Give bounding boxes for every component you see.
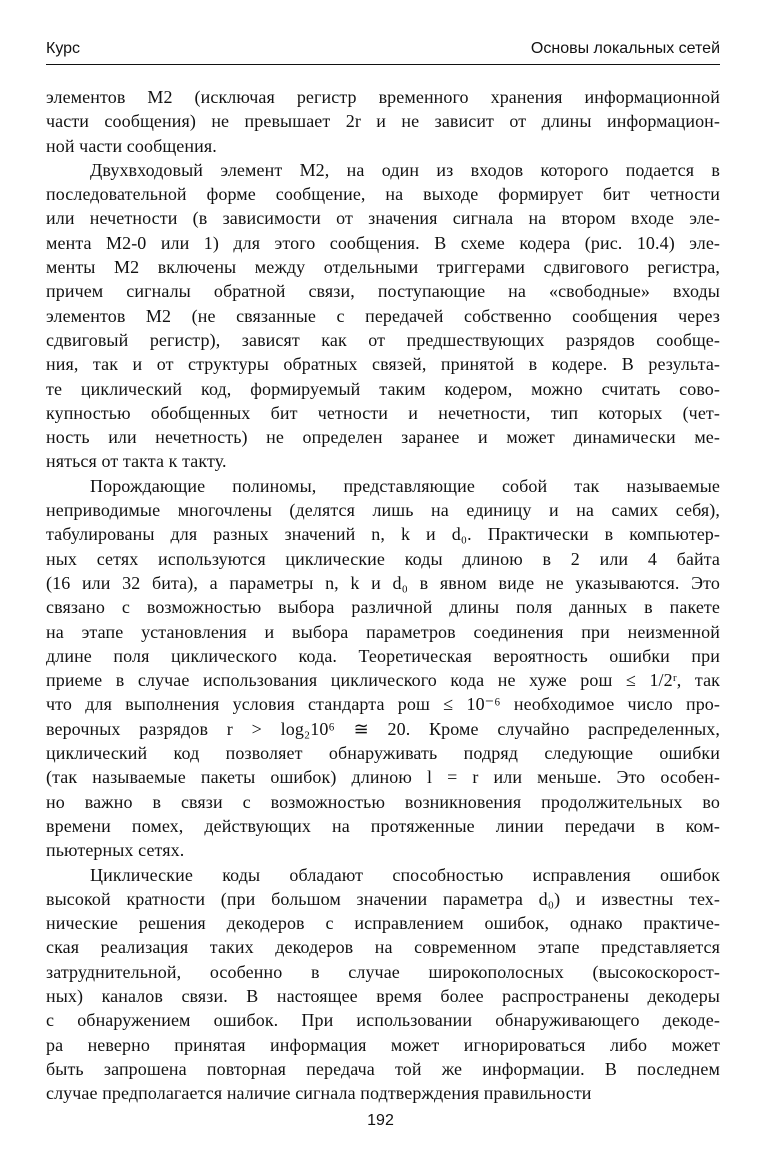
paragraph (46, 158, 720, 474)
text-line: сдвиговый регистр), зависят как от предшествующих разрядов сообще- (46, 329, 720, 350)
running-header (46, 34, 720, 65)
text-line: ных сетях используются циклические коды длиною в 2 или 4 байта (46, 548, 720, 569)
text-line: купностью обобщенных бит четности и нечетности, тип которых (чет- (46, 402, 720, 423)
text-line: на этапе установления и выбора параметров соединения при неизменной (46, 621, 720, 642)
text-line: но важно в связи с возможностью возникновения продолжительных во (46, 791, 720, 812)
text-line: менты М2 включены между отдельными триггерами сдвигового регистра, (46, 257, 720, 278)
text-line: ния, так и от структуры обратных связей, принятой в кодере. В результа- (46, 354, 720, 375)
text-line: ра неверно принятая информация может игнорироваться либо может (46, 1034, 720, 1055)
text-line: табулированы для разных значений n, k и d₀. Практически в компьютер- (46, 524, 720, 545)
text-line: Порождающие полиномы, представляющие собой так называемые (90, 475, 720, 496)
text-line: няться от такта к такту. (46, 451, 227, 472)
text-line: Циклические коды обладают способностью исправления ошибок (90, 864, 720, 885)
text-line: Двухвходовый элемент М2, на один из входов которого подается в (90, 159, 720, 180)
text-line: мента М2-0 или 1) для этого сообщения. В схеме кодера (рис. 10.4) эле- (46, 232, 720, 253)
text-line: приеме в случае использования циклического кода не хуже pош ≤ 1/2ʳ, так (46, 670, 720, 691)
text-line: причем сигналы обратной связи, поступающие на «свободные» входы (46, 281, 720, 302)
text-line: длине поля циклического кода. Теоретическая вероятность ошибки при (46, 645, 720, 666)
text-line: ной части сообщения. (46, 135, 217, 156)
text-line: ность или нечетность) не определен заранее и может динамически ме- (46, 427, 720, 448)
text-line: затруднительной, особенно в случае широкополосных (высокоскорост- (46, 961, 720, 982)
text-line: (так называемые пакеты ошибок) длиною l = r или меньше. Это особен- (46, 767, 720, 788)
text-line: последовательной форме сообщение, на выходе формирует бит четности (46, 184, 720, 205)
page-number: 192 (367, 1112, 394, 1129)
text-line: связано с возможностью выбора различной длины поля данных в пакете (46, 597, 720, 618)
paragraph (46, 863, 720, 1106)
paragraph (46, 474, 720, 863)
text-line: случае предполагается наличие сигнала подтверждения правильности (46, 1083, 592, 1104)
text-line: с обнаружением ошибок. При использовании обнаруживающего декоде- (46, 1010, 720, 1031)
paragraph (46, 85, 720, 158)
text-line: быть запрошена повторная передача той же информации. В последнем (46, 1058, 720, 1079)
text-line: времени помех, действующих на протяженные линии передачи в ком- (46, 815, 720, 836)
text-line: те циклический код, формируемый таким кодером, можно считать сово- (46, 378, 720, 399)
text-line: части сообщения) не превышает 2r и не зависит от длины информацион- (46, 111, 720, 132)
text-line: элементов М2 (не связанные с передачей собственно сообщения через (46, 305, 720, 326)
header-course-label: Курс (46, 40, 81, 57)
text-line: элементов М2 (исключая регистр временного хранения информационной (46, 87, 720, 107)
text-line: пьютерных сетях. (46, 840, 185, 861)
header-book-title: Основы локальных сетей (530, 40, 720, 57)
text-line: циклический код позволяет обнаруживать подряд следующие ошибки (46, 743, 720, 764)
text-line: верочных разрядов r > log₂10⁶ ≅ 20. Кроме случайно распределенных, (46, 718, 720, 739)
text-line: ская реализация таких декодеров на современном этапе представляется (46, 937, 720, 958)
text-line: высокой кратности (при большом значении параметра d₀) и известны тех- (46, 888, 720, 909)
text-line: (16 или 32 бита), а параметры n, k и d₀ в явном виде не указываются. Это (46, 572, 720, 593)
text-line: нические решения декодеров с исправлением ошибок, однако практиче- (46, 913, 720, 934)
text-line: что для выполнения условия стандарта pош ≤ 10⁻⁶ необходимое число про- (46, 694, 720, 715)
text-line: неприводимые многочлены (делятся лишь на единицу и на самих себя), (46, 500, 720, 521)
text-line: ных) каналов связи. В настоящее время более распространены декодеры (46, 985, 720, 1006)
text-line: или нечетности (в зависимости от значения сигнала на втором входе эле- (46, 208, 720, 229)
page-body-text (46, 85, 720, 1105)
